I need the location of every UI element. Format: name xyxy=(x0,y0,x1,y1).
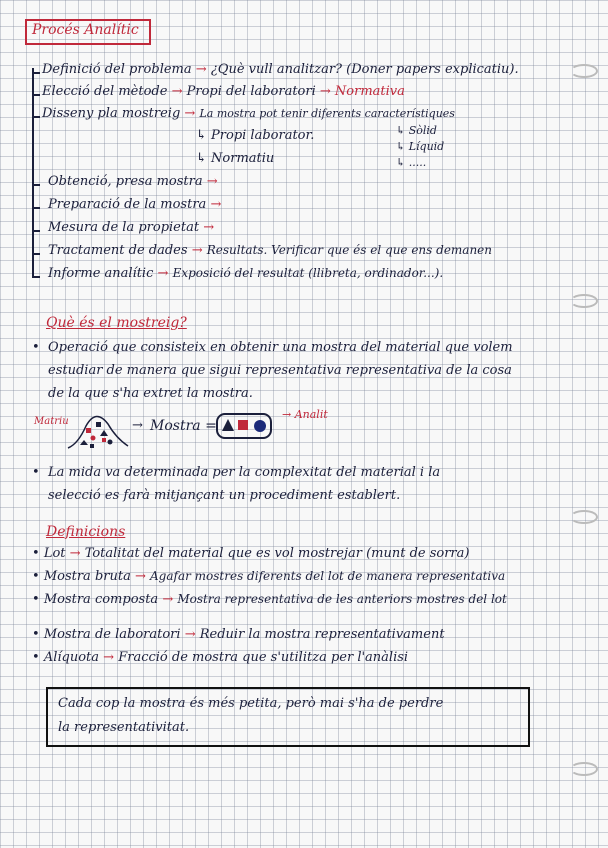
definition-arrow: → xyxy=(103,650,115,665)
diagram-arrow: → xyxy=(132,418,143,433)
characteristic-item: ↳ ..... xyxy=(396,156,427,169)
step-detail: Propi del laboratori xyxy=(186,84,316,99)
bullet-dot: • xyxy=(32,340,40,355)
analyte-text: Analit xyxy=(294,408,328,421)
tree-branch xyxy=(32,184,40,186)
paragraph-line: selecció es farà mitjançant un procediment establert. xyxy=(48,488,401,503)
step-label: Obtenció, presa mostra xyxy=(48,174,203,189)
step-detail: La mostra pot tenir diferents característiques xyxy=(199,107,455,120)
step-detail-2: → Normativa xyxy=(319,84,405,99)
binder-ring xyxy=(570,510,598,524)
paragraph-line: de la que s'ha extret la mostra. xyxy=(48,386,253,401)
matrix-pile-icon xyxy=(66,408,130,450)
step-arrow: → xyxy=(203,220,215,235)
tree-branch xyxy=(32,116,40,118)
step-label: Informe analític xyxy=(48,266,154,281)
definition-item: • Alíquota → Fracció de mostra que s'utilitza per l'anàlisi xyxy=(32,650,409,665)
tree-branch xyxy=(32,207,40,209)
tree-branch xyxy=(32,276,40,278)
tree-branch xyxy=(32,94,40,96)
process-step xyxy=(48,220,214,235)
bullet-dot: • xyxy=(32,465,40,480)
note-line: la representativitat. xyxy=(58,720,190,735)
characteristic-item: ↳ Sòlid xyxy=(396,124,437,137)
page-title: Procés Analític xyxy=(32,22,139,38)
step-arrow: → xyxy=(184,106,196,121)
process-step xyxy=(48,174,218,189)
step-arrow: → xyxy=(171,84,183,99)
section-heading-sampling: Què és el mostreig? xyxy=(46,315,187,331)
definition-term: Mostra de laboratori xyxy=(43,627,181,642)
step-arrow: → xyxy=(157,266,169,281)
step-label: Preparació de la mostra xyxy=(48,197,207,212)
sample-label: Mostra = xyxy=(150,418,217,434)
step-detail: ¿Què vull analitzar? (Doner papers explicatiu). xyxy=(210,62,519,77)
section-heading-definitions: Definicions xyxy=(46,524,126,540)
process-tree-line xyxy=(32,68,34,276)
definition-item: • Lot → Totalitat del material que es vol mostrejar (munt de sorra) xyxy=(32,546,470,561)
definition-text: Reduir la mostra representativament xyxy=(199,627,445,642)
step-label: Disseny pla mostreig xyxy=(42,106,181,121)
tree-branch xyxy=(32,72,40,74)
step-detail: Resultats. Verificar que és el que ens demanen xyxy=(206,243,493,257)
characteristic-item: ↳ Líquid xyxy=(396,140,445,153)
binder-ring xyxy=(570,64,598,78)
process-step xyxy=(42,106,455,121)
binder-ring xyxy=(570,762,598,776)
tree-branch xyxy=(32,253,40,255)
step-label: Tractament de dades xyxy=(48,243,188,258)
note-line: Cada cop la mostra és més petita, però mai s'ha de perdre xyxy=(58,696,444,711)
definition-text: Mostra representativa de les anteriors mostres del lot xyxy=(177,592,507,606)
definition-arrow: → xyxy=(184,627,196,642)
definition-item: • Mostra de laboratori → Reduir la mostra representativament xyxy=(32,627,445,642)
definition-item: • Mostra bruta → Agafar mostres diferents del lot de manera representativa xyxy=(32,569,506,584)
process-step xyxy=(42,62,519,77)
definition-arrow: → xyxy=(134,569,146,584)
definition-term: Mostra composta xyxy=(43,592,159,607)
step-label: Elecció del mètode xyxy=(42,84,168,99)
step-detail: Exposició del resultat (llibreta, ordinador...). xyxy=(172,266,444,280)
process-step xyxy=(48,197,221,212)
binder-ring xyxy=(570,294,598,308)
matrix-label: Matriu xyxy=(34,416,69,427)
process-step xyxy=(48,266,443,281)
process-step xyxy=(48,243,492,258)
analyte-arrow: → xyxy=(282,408,292,421)
sample-box-icon xyxy=(216,413,272,439)
definition-item: • Mostra composta → Mostra representativa de les anteriors mostres del lot xyxy=(32,592,507,607)
step-label: Definició del problema xyxy=(42,62,192,77)
definition-text: Agafar mostres diferents del lot de manera representativa xyxy=(150,569,506,583)
definition-text: Fracció de mostra que s'utilitza per l'anàlisi xyxy=(118,650,409,665)
process-step xyxy=(42,84,405,99)
step-arrow: → xyxy=(195,62,207,77)
paragraph-line: La mida va determinada per la complexitat del material i la xyxy=(48,465,441,480)
definition-arrow: → xyxy=(162,592,174,607)
step-arrow: → xyxy=(210,197,222,212)
paragraph-line: estudiar de manera que sigui representativa representativa de la cosa xyxy=(48,363,512,378)
tree-branch xyxy=(32,230,40,232)
step-arrow: → xyxy=(206,174,218,189)
definition-arrow: → xyxy=(69,546,81,561)
design-subitem: ↳ Normatiu xyxy=(196,151,275,166)
design-subitem: ↳ Propi laborator. xyxy=(196,128,315,143)
definition-term: Mostra bruta xyxy=(43,569,131,584)
definition-term: Lot xyxy=(43,546,66,561)
step-label: Mesura de la propietat xyxy=(48,220,200,235)
step-arrow: → xyxy=(191,243,203,258)
analyte-label xyxy=(282,408,328,421)
definition-text: Totalitat del material que es vol mostrejar (munt de sorra) xyxy=(84,546,470,561)
paragraph-line: Operació que consisteix en obtenir una mostra del material que volem xyxy=(48,340,513,355)
definition-term: Alíquota xyxy=(43,650,100,665)
